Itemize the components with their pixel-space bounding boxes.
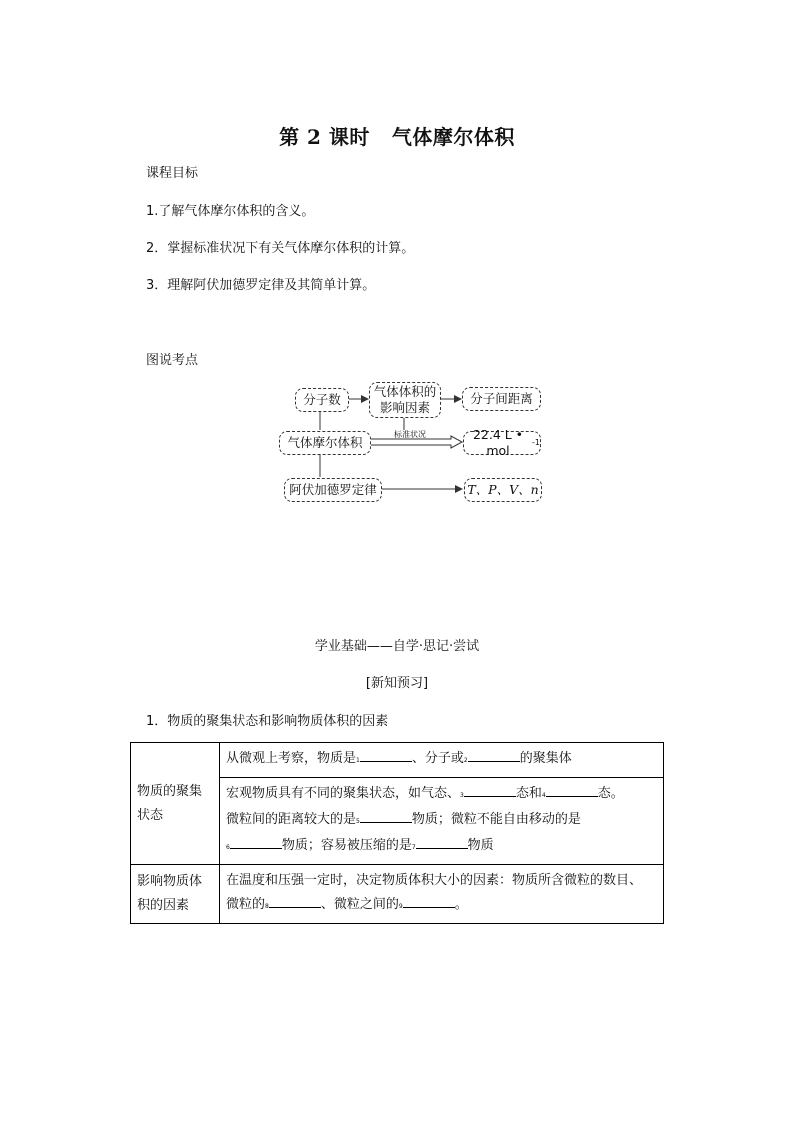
node-molar-volume-value: 22.4 L • mol -1 — [463, 431, 541, 455]
objective-3: 3．理解阿伏加德罗定律及其简单计算。 — [146, 278, 376, 293]
fill-blank-8[interactable] — [269, 893, 321, 908]
lesson-topic: 气体摩尔体积 — [391, 125, 515, 149]
cell-micro-view: 从微观上考察，物质是1 、分子或2 的聚集体 — [220, 743, 664, 778]
section-item-1: 1．物质的聚集状态和影响物质体积的因素 — [146, 714, 389, 729]
node-molecule-count: 分子数 — [295, 388, 349, 412]
cell-volume-factors: 在温度和压强一定时，决定物质体积大小的因素：物质所含微粒的数目、 微粒的8 、微粒之间的9 。 — [220, 865, 664, 924]
page-title — [0, 121, 794, 150]
node-volume-factors — [369, 382, 441, 418]
node-molar-volume: 气体摩尔体积 — [279, 431, 371, 455]
fill-blank-5[interactable] — [360, 808, 412, 823]
node-volume-factors-line2: 影响因素 — [379, 400, 430, 415]
molar-volume-value: 22.4 L • mol — [472, 427, 524, 458]
lesson-number: 第 2 课时 — [279, 125, 370, 149]
fill-blank-1[interactable] — [360, 747, 412, 762]
node-tpvn: T、P、V、n — [464, 478, 542, 502]
fill-blank-9[interactable] — [403, 893, 455, 908]
arrow-label-standard: 标准状况 — [394, 430, 426, 439]
cell-macro-state: 宏观物质具有不同的聚集状态，如气态、3 态和4 态。 微粒间的距离较大的是5 物质；微粒不能自由移动的是 6 物质；容易被压缩的是7 物质 — [220, 778, 664, 865]
node-avogadro-law: 阿伏加德罗定律 — [284, 478, 382, 502]
fill-blank-6[interactable] — [230, 834, 282, 849]
table-row — [131, 743, 664, 778]
matter-state-table — [130, 742, 664, 924]
section-subtitle: [新知预习] — [365, 676, 429, 691]
row-head-state: 物质的聚集状态 — [131, 743, 220, 865]
fill-blank-2[interactable] — [468, 747, 520, 762]
fill-blank-3[interactable] — [464, 782, 516, 797]
objectives-heading: 课程目标 — [146, 166, 199, 181]
node-volume-factors-line1: 气体体积的 — [373, 384, 437, 399]
figure-heading: 图说考点 — [146, 353, 199, 368]
node-molecular-distance: 分子间距离 — [462, 387, 541, 411]
section-title: 学业基础——自学·思记·尝试 — [314, 639, 480, 654]
objective-2: 2．掌握标准状况下有关气体摩尔体积的计算。 — [146, 241, 415, 256]
fill-blank-7[interactable] — [416, 834, 468, 849]
table-row — [131, 865, 664, 924]
row-head-factors: 影响物质体积的因素 — [131, 865, 220, 924]
objective-1: 1.了解气体摩尔体积的含义。 — [146, 204, 315, 219]
concept-diagram — [275, 378, 545, 504]
fill-blank-4[interactable] — [546, 782, 598, 797]
